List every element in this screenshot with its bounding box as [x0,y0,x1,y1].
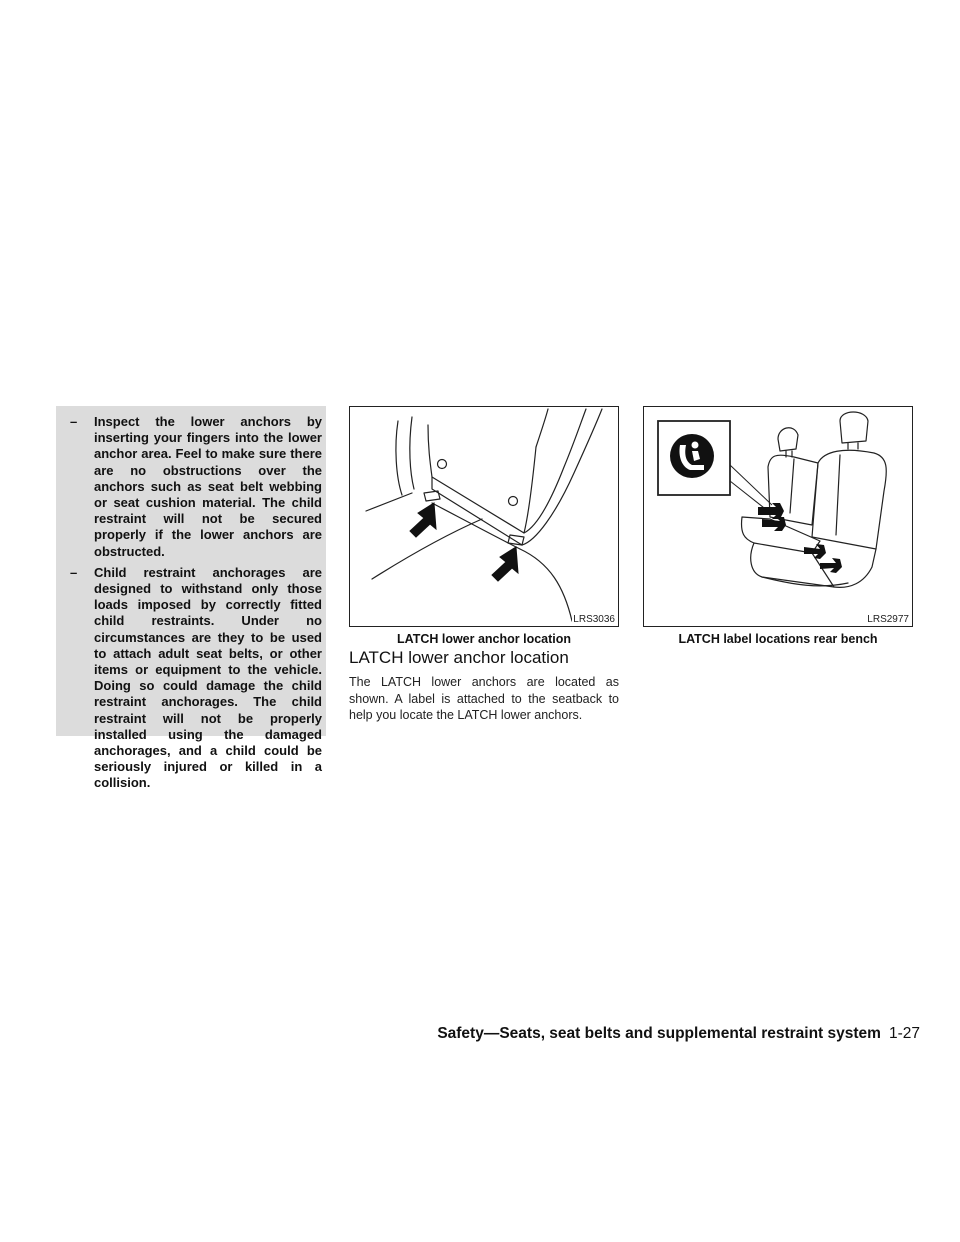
figure-label-locations [643,406,913,627]
figure-caption: LATCH label locations rear bench [678,632,878,646]
section-heading: LATCH lower anchor location [349,648,569,667]
arrow-icon [492,547,518,581]
figure-caption: LATCH lower anchor location [396,632,572,646]
warning-box [56,406,326,791]
warning-bullet-text: Inspect the lower anchors by inserting your fingers into the lower anchor area. Feel to make sure there are no obstructions over the anchors such as seat belt webbing or seat cushion material. The child restraint will not be secured properly if the lower anchors are obstructed. [94,414,322,559]
lower-anchor-illustration [350,407,618,626]
section-body: The LATCH lower anchors are located as shown. A label is attached to the seatback to help you locate the LATCH lower anchors. [349,675,619,722]
rear-bench-illustration [644,407,912,626]
page-number: 1-27 [888,1025,920,1042]
bullet-dash: – [70,564,78,580]
warning-bullet-text: Child restraint anchorages are designed to withstand only those loads imposed by correctly fitted child restraints. Under no circumstances are they to be used to attach adult seat belts, or other items or equipment to the vehicle. Doing so could damage the child restraint anchorages. The child restraint will not be properly installed using the damaged anchorages, and a child could be seriously injured or killed in a collision. [94,564,322,791]
bullet-dash: – [70,414,78,429]
figure-code: LRS3036 [573,614,615,625]
figure-code: LRS2977 [867,614,909,625]
figure-lower-anchor [349,406,619,627]
footer-title: Safety—Seats, seat belts and supplemental restraint system [437,1025,881,1042]
warning-bullet-2 [70,564,322,792]
page-footer [437,1025,920,1043]
child-seat-icon [670,434,714,478]
warning-bullet-1 [70,414,322,560]
arrow-icon [410,503,436,537]
